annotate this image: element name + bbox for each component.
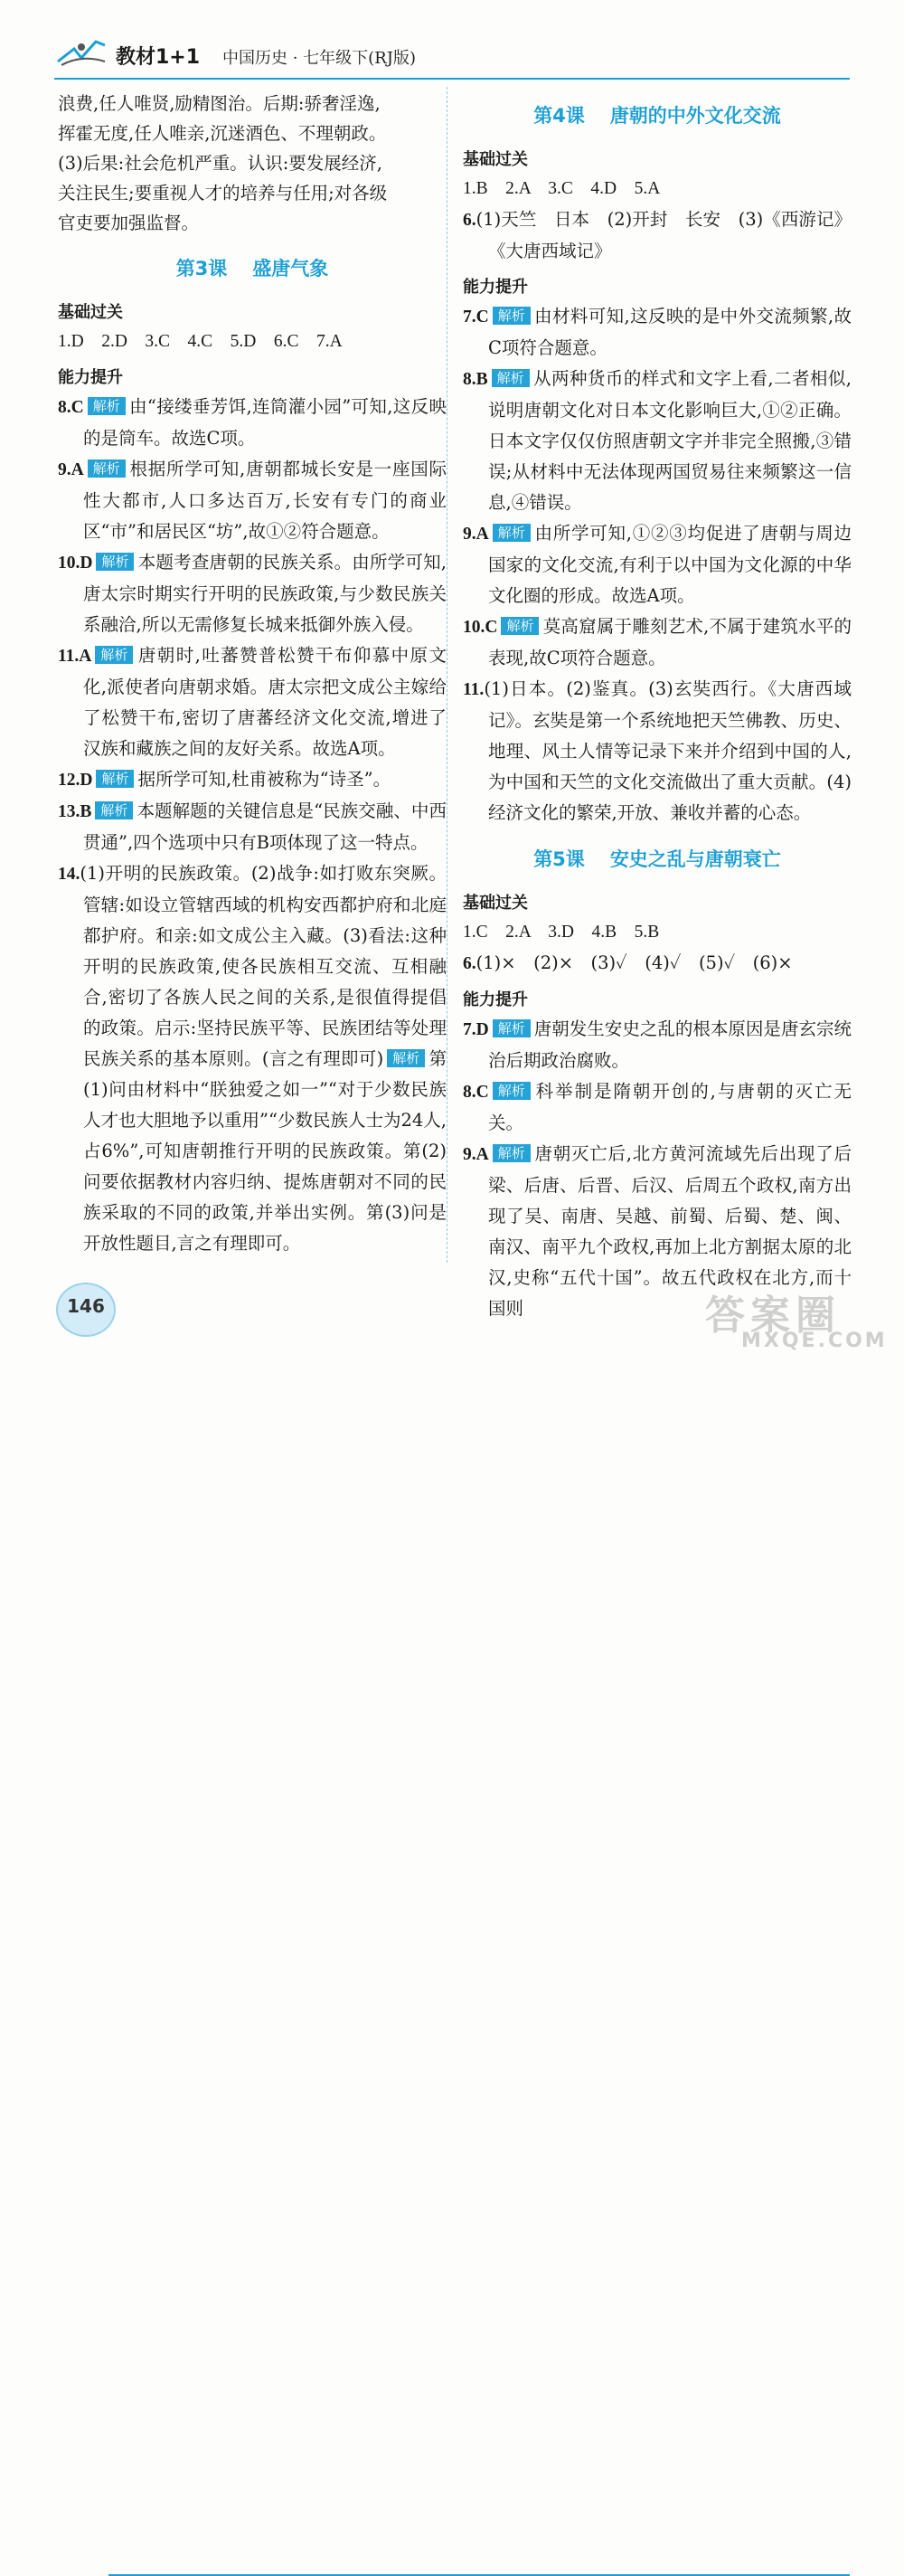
answer-item: 9.A 解析 由所学可知,①②③均促进了唐朝与周边国家的文化交流,有利于以中国为文化源的中华文化圈的形成。故选A项。 xyxy=(463,523,852,606)
text-line: (3)后果:社会危机严重。认识:要发展经济, xyxy=(58,153,382,174)
analysis-tag: 解析 xyxy=(493,1144,531,1162)
lesson-number: 第3课 xyxy=(175,258,228,279)
answer-item: 12.D 解析 据所学可知,杜甫被称为“诗圣”。 xyxy=(58,769,391,790)
answer-item: 11.(1)日本。(2)鉴真。(3)玄奘西行。《大唐西域记》。玄奘是第一个系统地把天竺佛教、历史、地理、风土人情等记录下来并介绍到中国的人,为中国和天竺的文化交流做出了重大贡献。(4)经济文化的繁荣,开放、兼收并蓄的心态。 xyxy=(463,678,852,823)
basic-answers: 1.C 2.A 3.D 4.B 5.B xyxy=(463,923,660,942)
answer-item: 9.A 解析 根据所学可知,唐朝都城长安是一座国际性大都市,人口多达百万,长安有专门的商业区“市”和居民区“坊”,故①②符合题意。 xyxy=(58,459,447,542)
continued-answer xyxy=(58,89,447,238)
analysis-tag: 解析 xyxy=(96,553,134,571)
left-column xyxy=(58,89,447,1259)
subject-label: 中国历史 · 七年级下(RJ版) xyxy=(222,49,416,68)
page-number: 146 xyxy=(67,1295,105,1317)
brand-title: 教材1+1 xyxy=(116,46,201,69)
text-line: 官吏要加强监督。 xyxy=(58,213,200,233)
analysis-tag: 解析 xyxy=(493,1019,531,1037)
answer-item: 13.B 解析 本题解题的关键信息是“民族交融、中西贯通”,四个选项中只有B项体现了这一特点。 xyxy=(58,800,447,853)
answer-item: 6.(1)× (2)× (3)✓ (4)✓ (5)✓ (6)× xyxy=(463,952,793,973)
answer-item: 7.C 解析 由材料可知,这反映的是中外交流频繁,故C项符合题意。 xyxy=(463,306,852,358)
watermark-url: MXQE.COM xyxy=(741,1330,888,1352)
text-line: 挥霍无度,任人唯亲,沉迷酒色、不理朝政。 xyxy=(58,123,387,144)
lesson-title xyxy=(463,845,852,872)
basic-answers: 1.D 2.D 3.C 4.C 5.D 6.C 7.A xyxy=(58,332,343,351)
section-heading: 基础过关 xyxy=(463,150,528,169)
analysis-tag: 解析 xyxy=(95,801,133,819)
section-heading: 基础过关 xyxy=(463,894,528,913)
right-column xyxy=(463,89,852,1324)
answer-item: 6.(1)天竺 日本 (2)开封 长安 (3)《西游记》《大唐西域记》 xyxy=(463,209,852,261)
analysis-tag: 解析 xyxy=(88,459,126,478)
analysis-tag: 解析 xyxy=(96,770,134,788)
answer-item: 8.B 解析 从两种货币的样式和文字上看,二者相似,说明唐朝文化对日本文化影响巨大,①②正确。日本文字仅仅仿照唐朝文字并非完全照搬,③错误;从材料中无法体现两国贸易往来频繁这一信息,④错误。 xyxy=(463,368,852,513)
answer-item: 10.D 解析 本题考查唐朝的民族关系。由所学可知,唐太宗时期实行开明的民族政策,与少数民族关系融洽,所以无需修复长城来抵御外族入侵。 xyxy=(58,552,447,635)
analysis-tag: 解析 xyxy=(501,617,539,635)
analysis-tag: 解析 xyxy=(95,646,133,664)
answer-item: 8.C 解析 科举制是隋朝开创的,与唐朝的灭亡无关。 xyxy=(463,1081,852,1133)
section-heading: 能力提升 xyxy=(463,990,528,1009)
lesson-number: 第4课 xyxy=(533,105,585,127)
section-heading: 能力提升 xyxy=(463,278,528,297)
answer-item: 8.C 解析 由“接缕垂芳饵,连筒灌小园”可知,这反映的是筒车。故选C项。 xyxy=(58,396,447,449)
answer-item: 7.D 解析 唐朝发生安史之乱的根本原因是唐玄宗统治后期政治腐败。 xyxy=(463,1018,852,1071)
answer-item: 14.(1)开明的民族政策。(2)战争:如打败东突厥。管辖:如设立管辖西域的机构安西都护府和北庭都护府。和亲:如文成公主入藏。(3)看法:这种开明的民族政策,使各民族相互交流、互相融合,密切了各族人民之间的关系,是很值得提倡的政策。启示:坚持民族平等、民族团结等处理民族关系的基本原则。(言之有理即可) 解析 第(1)问由材料中“朕独爱之如一”“对于少数民族人才也大胆地予以重用”“少数民族人士为24人,占6%”,可知唐朝推行开明的民族政策。第(2)问要依据教材内容归纳、提炼唐朝对不同的民族采取的不同的政策,并举出实例。第(3)问是开放性题目,言之有理即可。 xyxy=(58,863,447,1254)
lesson-name: 安史之乱与唐朝衰亡 xyxy=(609,848,781,870)
analysis-tag: 解析 xyxy=(493,1082,531,1100)
answer-item: 9.A 解析 唐朝灭亡后,北方黄河流域先后出现了后梁、后唐、后晋、后汉、后周五个政权,南方出现了吴、南唐、吴越、前蜀、后蜀、楚、闽、南汉、南平九个政权,再加上北方割据太原的北汉,史称“五代十国”。故五代政权在北方,而十国则 xyxy=(463,1143,852,1319)
lesson-title xyxy=(58,254,447,281)
text-line: 浪费,任人唯贤,励精图治。后期:骄奢淫逸, xyxy=(58,93,381,114)
watermark-logo: 答案圈 xyxy=(705,1293,841,1339)
book-logo-icon xyxy=(54,34,108,71)
answer-item: 10.C 解析 莫高窟属于雕刻艺术,不属于建筑水平的表现,故C项符合题意。 xyxy=(463,616,852,668)
lesson-name: 唐朝的中外文化交流 xyxy=(609,105,781,127)
analysis-tag: 解析 xyxy=(88,397,126,415)
section-heading: 能力提升 xyxy=(58,368,123,387)
text-line: 关注民生;要重视人才的培养与任用;对各级 xyxy=(58,183,388,204)
lesson-name: 盛唐气象 xyxy=(252,258,329,279)
basic-answers: 1.B 2.A 3.C 4.D 5.A xyxy=(463,179,661,198)
lesson-title xyxy=(463,101,852,128)
analysis-tag: 解析 xyxy=(493,524,531,542)
page-header xyxy=(0,0,904,81)
header-rule xyxy=(54,78,850,80)
section-heading: 基础过关 xyxy=(58,303,123,322)
analysis-tag: 解析 xyxy=(493,307,531,325)
answer-item: 11.A 解析 唐朝时,吐蕃赞普松赞干布仰慕中原文化,派使者向唐朝求婚。唐太宗把文成公主嫁给了松赞干布,密切了唐蕃经济文化交流,增进了汉族和藏族之间的友好关系。故选A项。 xyxy=(58,645,447,759)
analysis-tag: 解析 xyxy=(387,1049,425,1067)
analysis-tag: 解析 xyxy=(492,369,530,387)
lesson-number: 第5课 xyxy=(533,848,585,870)
